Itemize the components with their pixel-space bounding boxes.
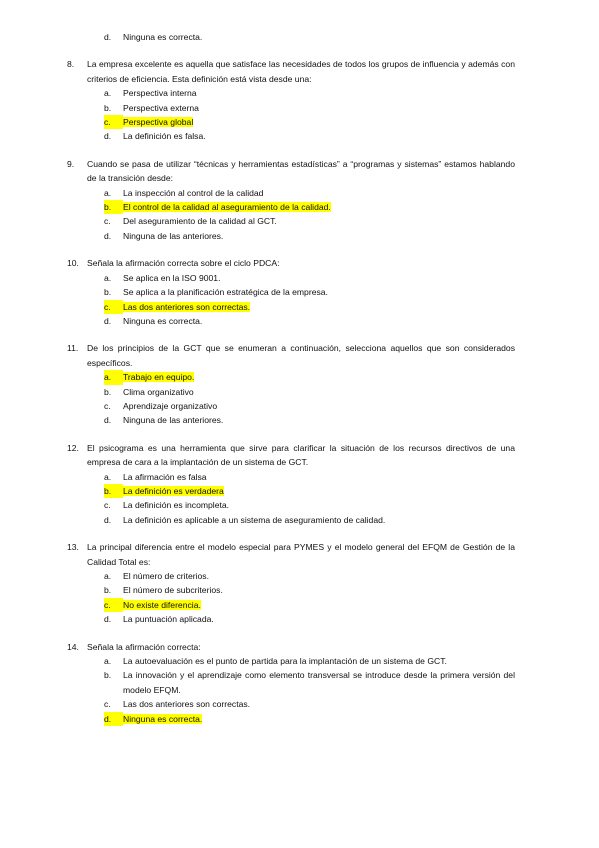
- answer-option: [0, 668, 599, 697]
- option-letter: d.: [104, 131, 112, 142]
- option-letter: c.: [104, 115, 123, 129]
- option-text: Ninguna de las anteriores.: [123, 415, 224, 426]
- option-letter: d.: [104, 614, 112, 625]
- option-text-wrap: [123, 612, 515, 626]
- answer-option: [0, 513, 599, 527]
- previous-question-option-d: [0, 30, 599, 44]
- option-list: [0, 569, 599, 627]
- answer-option: [0, 470, 599, 484]
- question-text: Señala la afirmación correcta:: [87, 641, 201, 652]
- answer-option: [0, 385, 599, 399]
- option-letter: a.: [104, 571, 112, 581]
- question-block: [0, 341, 599, 427]
- question-text: Cuando se pasa de utilizar “técnicas y herramientas estadísticas” a “programas y sistemas” estamos hablando de la transición desde:: [87, 158, 515, 184]
- question-text: La principal diferencia entre el modelo especial para PYMES y el modelo general del EFQM de Gestión de la Calidad Total es:: [87, 542, 515, 567]
- question-block: [0, 157, 599, 243]
- option-text-wrap: [123, 712, 515, 726]
- question-heading: [0, 540, 599, 569]
- answer-option: [0, 370, 599, 384]
- option-letter: b.: [104, 200, 123, 214]
- highlighted-answer-text: Las dos anteriores son correctas.: [123, 301, 251, 312]
- option-list: [0, 470, 599, 528]
- option-text: La definición es incompleta.: [123, 500, 230, 511]
- question-heading: [0, 57, 599, 86]
- option-text-wrap: [123, 598, 515, 612]
- question-block: [0, 540, 599, 626]
- option-letter: d.: [104, 712, 123, 726]
- option-text-wrap: [123, 300, 515, 314]
- answer-option: [0, 399, 599, 413]
- highlighted-answer-text: Trabajo en equipo.: [123, 372, 195, 383]
- option-text-wrap: [123, 385, 515, 399]
- option-text-wrap: [123, 583, 515, 597]
- option-text: Perspectiva externa: [123, 102, 199, 113]
- answer-option: [0, 413, 599, 427]
- document-page: [0, 30, 599, 739]
- option-letter: b.: [104, 102, 112, 113]
- question-number: 14.: [67, 641, 79, 652]
- option-list: [0, 86, 599, 144]
- option-letter: c.: [104, 400, 111, 411]
- option-text-wrap: [123, 129, 515, 143]
- question-block: [0, 441, 599, 527]
- option-text-wrap: [123, 200, 515, 214]
- option-text: La puntuación aplicada.: [123, 614, 214, 625]
- option-text: El número de subcriterios.: [123, 585, 223, 596]
- option-letter: c.: [104, 300, 123, 314]
- answer-option: [0, 285, 599, 299]
- option-text: La definición es aplicable a un sistema de aseguramiento de calidad.: [123, 514, 386, 525]
- question-number: 10.: [67, 258, 79, 269]
- option-text: La autoevaluación es el punto de partida para la implantación de un sistema de GCT.: [123, 656, 447, 667]
- option-letter: a.: [104, 656, 112, 667]
- option-text-wrap: [123, 115, 515, 129]
- answer-option: [0, 129, 599, 143]
- option-text: Ninguna es correcta.: [123, 315, 203, 326]
- answer-option: [0, 569, 599, 583]
- option-text: La inspección al control de la calidad: [123, 187, 264, 198]
- option-list: [0, 654, 599, 726]
- option-text-wrap: [123, 484, 515, 498]
- question-heading: [0, 341, 599, 370]
- question-number: 12.: [67, 442, 79, 453]
- option-text-wrap: [123, 370, 515, 384]
- option-list: [0, 271, 599, 329]
- question-heading: [0, 256, 599, 270]
- option-letter: d.: [104, 415, 112, 426]
- option-text-wrap: [123, 229, 515, 243]
- option-text-wrap: [123, 186, 515, 200]
- option-text: Perspectiva interna: [123, 88, 197, 99]
- option-text-wrap: [123, 697, 515, 711]
- question-heading: [0, 640, 599, 654]
- answer-option: [0, 712, 599, 726]
- option-text-wrap: [123, 285, 515, 299]
- answer-option: [0, 115, 599, 129]
- option-text-wrap: [123, 214, 515, 228]
- option-letter: b.: [104, 287, 112, 298]
- answer-option: [0, 200, 599, 214]
- question-block: [0, 640, 599, 726]
- highlighted-answer-text: Perspectiva global: [123, 117, 194, 128]
- answer-option: [0, 598, 599, 612]
- question-heading: [0, 157, 599, 186]
- option-text: Ninguna es correcta.: [123, 32, 203, 42]
- highlighted-answer-text: El control de la calidad al aseguramiento de la calidad.: [123, 202, 331, 213]
- option-text-wrap: [123, 271, 515, 285]
- question-text: El psicograma es una herramienta que sirve para clarificar la situación de los recursos directivos de una empresa de cara a la implantación de un sistema de GCT.: [87, 442, 515, 468]
- option-list: [0, 370, 599, 428]
- answer-option: [0, 498, 599, 512]
- question-text: Señala la afirmación correcta sobre el ciclo PDCA:: [87, 258, 280, 269]
- option-text: La innovación y el aprendizaje como elemento transversal se introduce desde la primera versión del modelo EFQM.: [123, 670, 515, 695]
- answer-option: [0, 86, 599, 100]
- option-letter: b.: [104, 585, 112, 596]
- option-text-wrap: [123, 101, 515, 115]
- option-text: Clima organizativo: [123, 386, 194, 397]
- option-text: El número de criterios.: [123, 571, 209, 581]
- answer-option: [0, 697, 599, 711]
- answer-option: [0, 654, 599, 668]
- option-text-wrap: [123, 399, 515, 413]
- option-letter: b.: [104, 386, 112, 397]
- option-letter: c.: [104, 216, 111, 227]
- option-letter: a.: [104, 88, 112, 99]
- highlighted-answer-text: La definición es verdadera: [123, 485, 224, 496]
- question-number: 8.: [67, 59, 75, 70]
- answer-option: [0, 484, 599, 498]
- question-list: [0, 57, 599, 726]
- option-text: Del aseguramiento de la calidad al GCT.: [123, 216, 277, 227]
- option-text: La definición es falsa.: [123, 131, 206, 142]
- question-number: 13.: [67, 542, 79, 553]
- option-list: [0, 186, 599, 244]
- answer-option: [0, 583, 599, 597]
- option-letter: d.: [104, 315, 112, 326]
- question-text: La empresa excelente es aquella que satisface las necesidades de todos los grupos de influencia y además con criterios de eficiencia. Esta definición está vista desde una:: [87, 59, 515, 84]
- option-text-wrap: [123, 513, 515, 527]
- option-text-wrap: [123, 314, 515, 328]
- option-letter: a.: [104, 471, 112, 482]
- option-letter: c.: [104, 699, 111, 710]
- answer-option: [0, 612, 599, 626]
- answer-option: [0, 214, 599, 228]
- option-text: Ninguna de las anteriores.: [123, 230, 224, 241]
- answer-option: [0, 314, 599, 328]
- option-letter: c.: [104, 598, 123, 612]
- option-letter: a.: [104, 370, 123, 384]
- option-letter: c.: [104, 500, 111, 511]
- option-text-wrap: [123, 470, 515, 484]
- answer-option: [0, 186, 599, 200]
- question-heading: [0, 441, 599, 470]
- highlighted-answer-text: No existe diferencia.: [123, 599, 201, 610]
- answer-option: [0, 101, 599, 115]
- question-number: 11.: [67, 343, 79, 354]
- answer-option: [0, 229, 599, 243]
- option-text: Se aplica a la planificación estratégica de la empresa.: [123, 287, 328, 298]
- option-letter: b.: [104, 670, 112, 681]
- answer-option: [0, 271, 599, 285]
- option-text-wrap: [123, 569, 515, 583]
- option-text-wrap: [123, 654, 515, 668]
- option-letter: a.: [104, 187, 112, 198]
- question-number: 9.: [67, 158, 75, 169]
- option-letter: a.: [104, 272, 112, 283]
- option-text-wrap: [123, 668, 515, 697]
- option-letter: d.: [104, 32, 112, 42]
- option-letter: d.: [104, 514, 112, 525]
- question-block: [0, 57, 599, 143]
- option-text: Aprendizaje organizativo: [123, 400, 218, 411]
- option-text-wrap: [123, 498, 515, 512]
- question-block: [0, 256, 599, 328]
- option-text: Se aplica en la ISO 9001.: [123, 272, 221, 283]
- answer-option: [0, 300, 599, 314]
- option-text: La afirmación es falsa: [123, 471, 207, 482]
- option-letter: d.: [104, 230, 112, 241]
- option-letter: b.: [104, 484, 123, 498]
- question-text: De los principios de la GCT que se enumeran a continuación, selecciona aquellos que son considerados específicos.: [87, 343, 515, 368]
- option-text-wrap: [123, 86, 515, 100]
- option-text-wrap: [123, 413, 515, 427]
- option-text: Las dos anteriores son correctas.: [123, 699, 251, 710]
- highlighted-answer-text: Ninguna es correcta.: [123, 713, 203, 724]
